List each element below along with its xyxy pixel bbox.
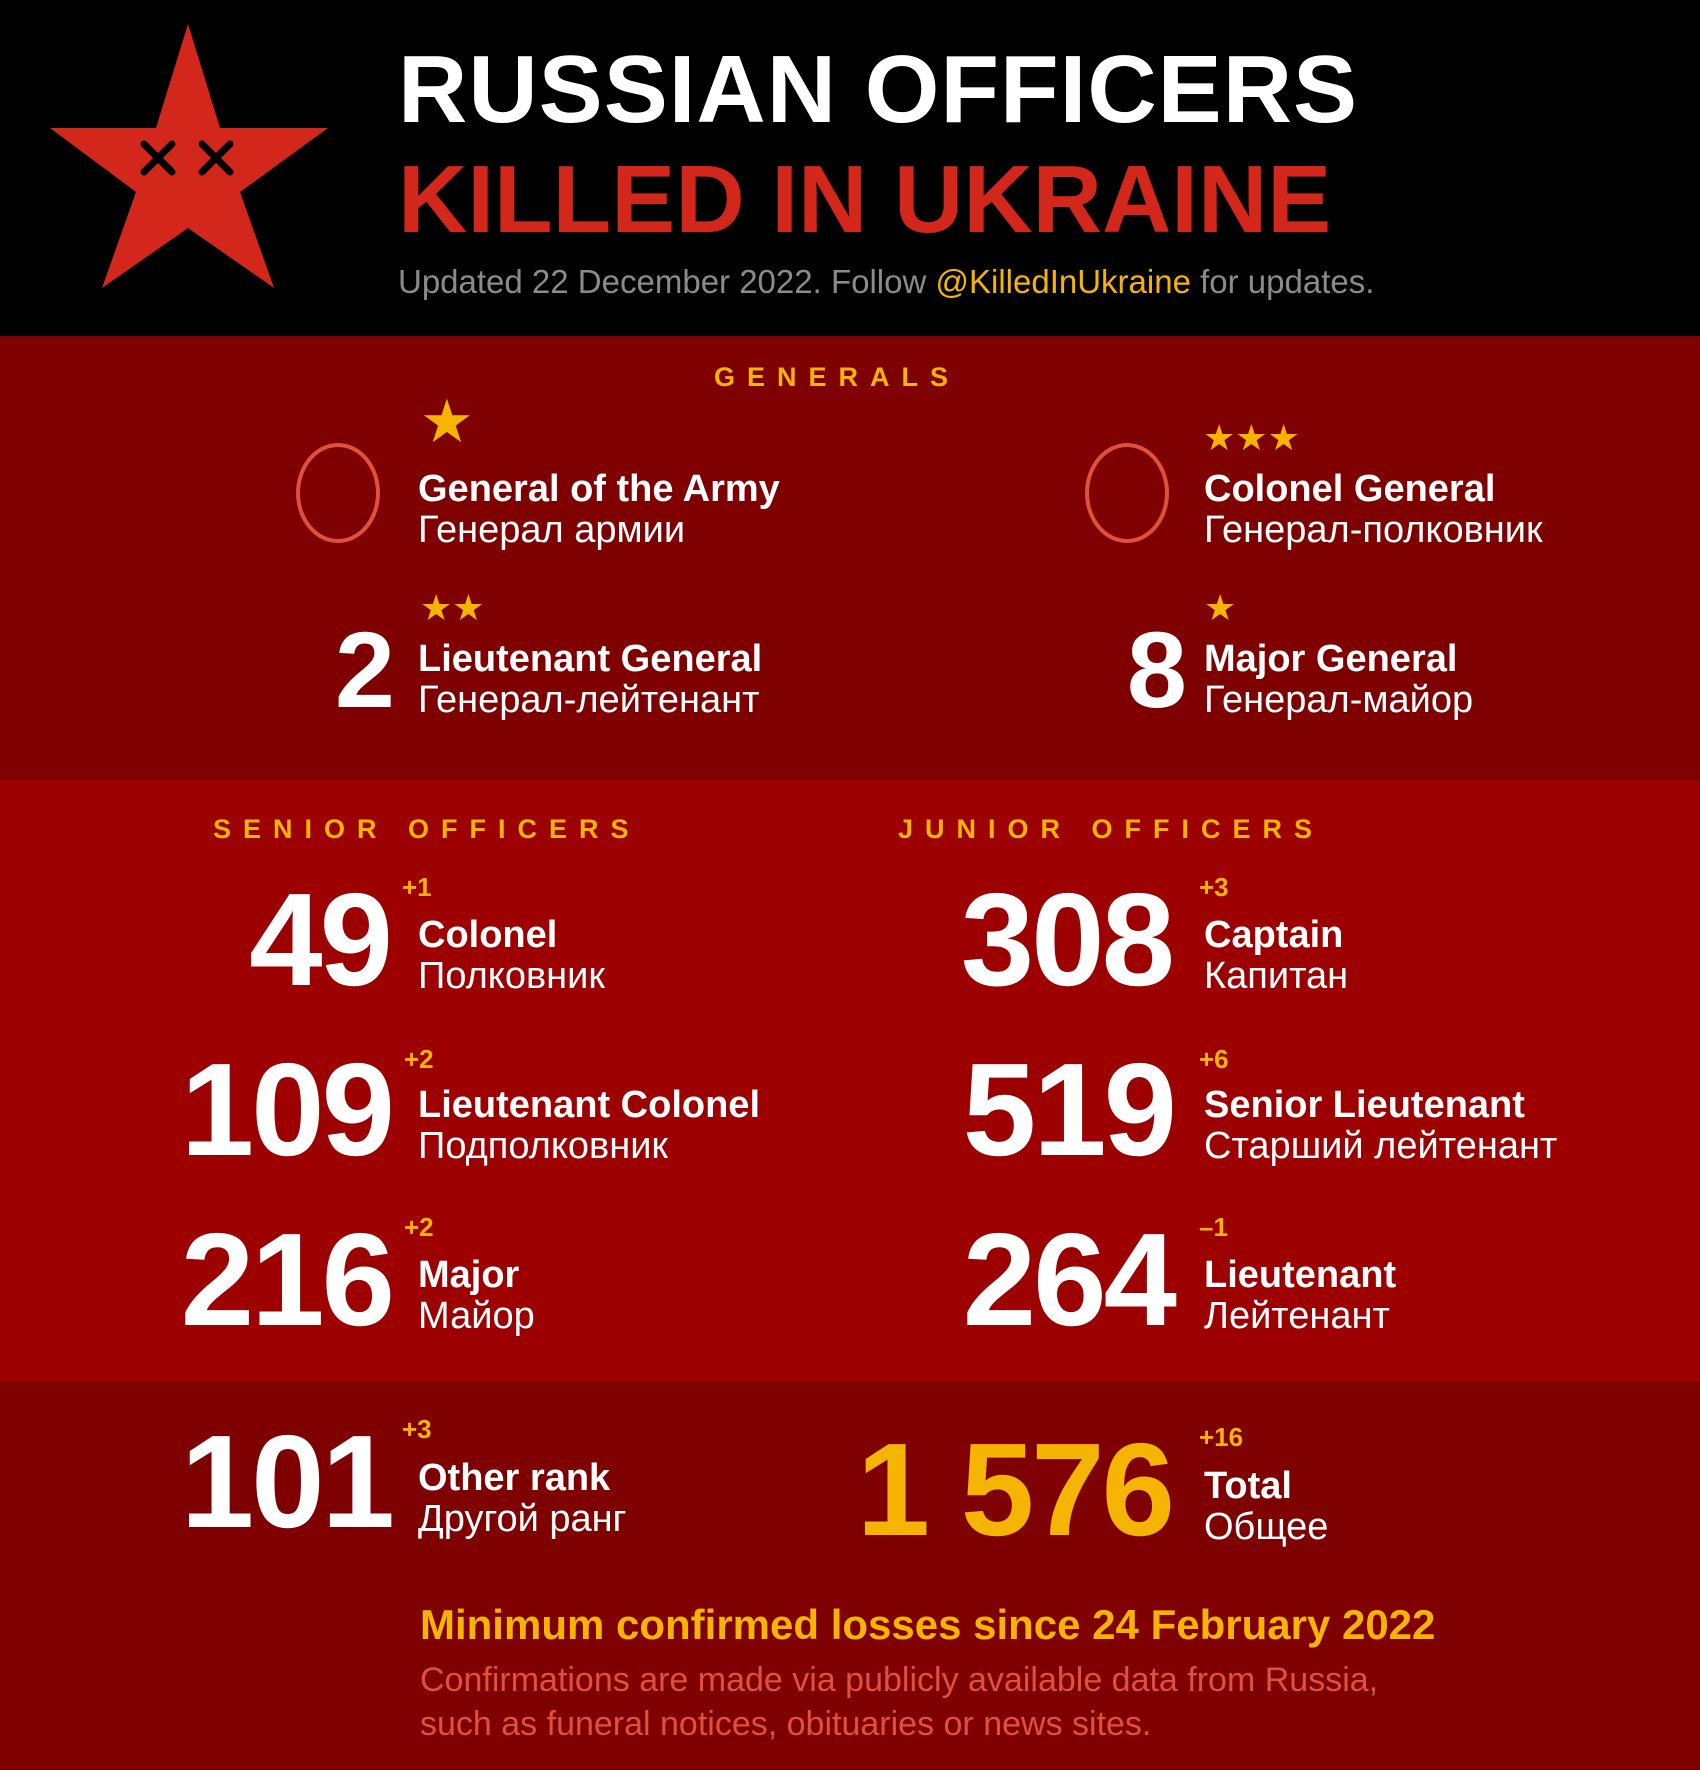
footer-note [420,1658,1378,1746]
footer-note-line-1: Confirmations are made via publicly available data from Russia, [420,1661,1379,1699]
rank-en-general-of-army: General of the Army [418,468,780,510]
delta-lieutenant: –1 [1199,1212,1228,1242]
updated-suffix: for updates. [1190,263,1375,300]
red-star-crossed-eyes-icon [48,22,328,290]
count-other-rank: 101 [180,1408,392,1555]
count-major: 216 [180,1206,392,1353]
star-rank-icon: ★ [420,388,474,455]
twitter-handle-link[interactable]: @KilledInUkraine [935,263,1191,300]
rank-en-major: Major [418,1254,520,1296]
footer-headline: Minimum confirmed losses since 24 February 2022 [420,1601,1436,1648]
footer-note-line-2: such as funeral notices, obituaries or news sites. [420,1705,1152,1744]
rank-en-lieutenant-colonel: Lieutenant Colonel [418,1084,760,1126]
delta-colonel: +1 [402,872,432,902]
rank-en-lieutenant-general: Lieutenant General [418,638,763,680]
delta-captain: +3 [1199,872,1229,902]
rank-ru-total: Общее [1204,1506,1329,1548]
star-rank-icon: ★ [1204,587,1237,628]
delta-lieutenant-colonel: +2 [404,1044,434,1074]
rank-ru-senior-lieutenant: Старший лейтенант [1204,1125,1558,1167]
delta-senior-lieutenant: +6 [1199,1044,1229,1074]
delta-total: +16 [1199,1422,1244,1452]
rank-ru-captain: Капитан [1204,955,1349,997]
senior-officers-title: SENIOR OFFICERS [213,814,641,844]
rank-ru-major-general: Генерал-майор [1204,679,1474,721]
rank-ru-general-of-army: Генерал армии [418,509,686,551]
count-total: 1 576 [856,1416,1172,1563]
count-senior-lieutenant: 519 [962,1036,1174,1183]
rank-en-major-general: Major General [1204,638,1458,680]
junior-officers-title: JUNIOR OFFICERS [898,814,1325,844]
rank-ru-colonel-general: Генерал-полковник [1204,509,1543,551]
header [0,0,1700,336]
delta-major: +2 [404,1212,434,1242]
count-colonel: 49 [249,866,390,1013]
count-captain: 308 [960,866,1172,1013]
count-lieutenant-general: 2 [334,609,392,730]
rank-en-captain: Captain [1204,914,1344,956]
rank-en-lieutenant: Lieutenant [1204,1254,1397,1296]
generals-title: GENERALS [714,362,961,392]
title-line-2: KILLED IN UKRAINE [398,146,1332,253]
rank-ru-major: Майор [418,1295,535,1337]
zero-count-ring [1085,443,1169,543]
rank-ru-other-rank: Другой ранг [418,1498,627,1540]
rank-en-senior-lieutenant: Senior Lieutenant [1204,1084,1525,1126]
count-lieutenant-colonel: 109 [180,1036,392,1183]
count-major-general: 8 [1126,609,1184,730]
rank-en-other-rank: Other rank [418,1457,611,1499]
rank-ru-lieutenant-colonel: Подполковник [418,1125,669,1167]
title-line-1: RUSSIAN OFFICERS [398,36,1359,143]
updated-text: Updated 22 December 2022. Follow [398,263,936,300]
zero-count-ring [296,443,380,543]
rank-ru-lieutenant-general: Генерал-лейтенант [418,679,760,721]
rank-ru-lieutenant: Лейтенант [1204,1295,1390,1337]
star-rank-icon: ★★ [420,587,485,628]
rank-en-colonel-general: Colonel General [1204,468,1496,510]
rank-en-colonel: Colonel [418,914,558,956]
delta-other-rank: +3 [402,1414,432,1444]
star-rank-icon: ★★★ [1203,417,1300,458]
count-lieutenant: 264 [962,1206,1174,1353]
updated-subtitle [398,264,1374,300]
rank-ru-colonel: Полковник [418,955,605,997]
rank-en-total: Total [1204,1465,1292,1507]
